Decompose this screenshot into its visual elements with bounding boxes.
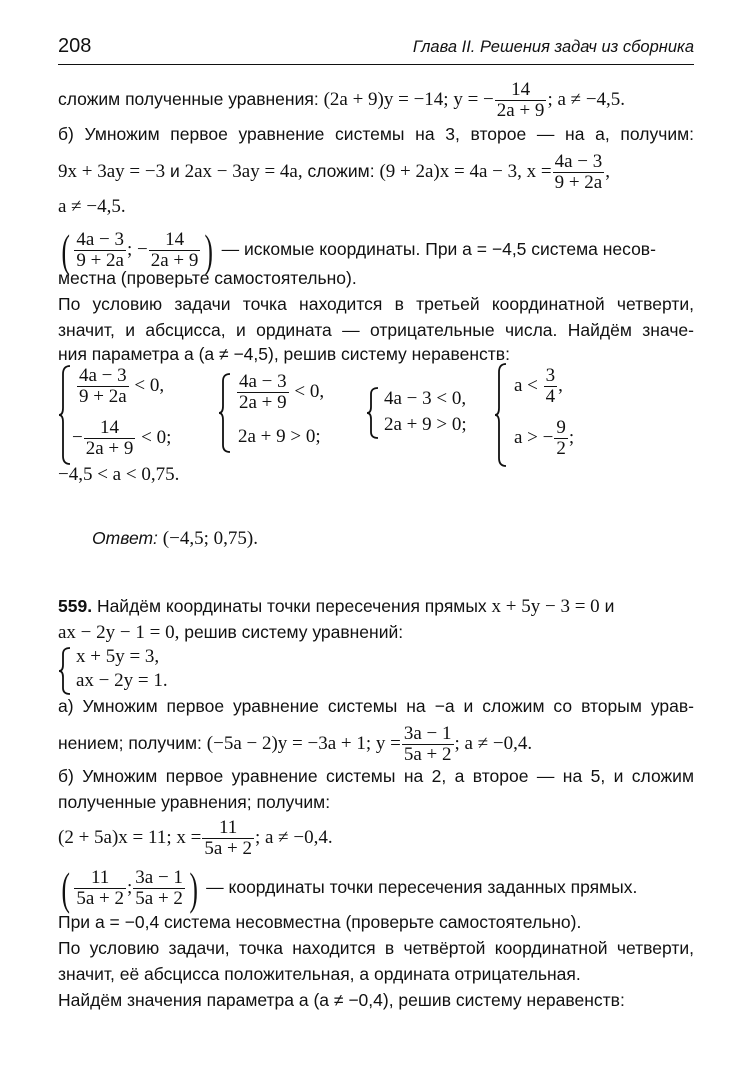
brace-icon — [58, 364, 72, 466]
brace-icon — [494, 362, 508, 468]
fraction: $\frac{3a - 1}{5a + 2}$ — [135, 867, 183, 909]
brace-icon — [218, 372, 232, 454]
text-line: полученные уравнения; получим: — [58, 792, 331, 812]
text-line: ( $\frac{11}{5a + 2}$ ; $\frac{3a - 1}{5a + 2}$ ) — координаты точки пересечения заданных прямых. — [61, 863, 638, 914]
answer-label: Ответ: — [92, 528, 158, 548]
text-line: а) Умножим первое уравнение системы на −a и сложим со вторым урав- — [58, 696, 694, 716]
fraction: $\frac{14}{2a + 9}$ — [496, 79, 545, 121]
page-number: 208 — [58, 35, 92, 57]
text-line: По условию задачи, точка находится в четвёртой координатной четверти, — [58, 938, 694, 958]
inequality-system: $\frac{4a - 3}{2a + 9}$ < 0, 2a + 9 > 0; — [218, 372, 363, 454]
fraction: $\frac{4a - 3}{9 + 2a}$ — [554, 151, 603, 193]
running-title: Глава II. Решения задач из сборника — [412, 38, 694, 56]
text-line: ( $\frac{4a - 3}{9 + 2a}$ ; − $\frac{14}{2a + 9}$ ) — искомые координаты. При a = −4,5 система несов- — [61, 225, 656, 276]
fraction: $\frac{11}{5a + 2}$ — [76, 867, 124, 909]
text-line: При a = −0,4 система несовместна (проверьте самостоятельно). — [58, 912, 582, 932]
text-line: сложим полученные уравнения: (2a + 9)y = −14; y = − $\frac{14}{2a + 9}$ ; a ≠ −4,5. — [58, 79, 626, 121]
text-line: значит, её абсцисса положительная, а ордината отрицательная. — [58, 964, 581, 984]
fraction: $\frac{11}{5a + 2}$ — [204, 817, 252, 859]
text-line: ax − 2y − 1 = 0, решив систему уравнений: — [58, 622, 404, 643]
inequality-system: a < $\frac{3}{4}$ , a > − $\frac{9}{2}$ ; — [494, 362, 604, 468]
brace-icon — [58, 646, 72, 696]
text-line: −4,5 < a < 0,75. — [58, 464, 180, 485]
fraction: $\frac{4a - 3}{2a + 9}$ — [239, 371, 287, 413]
text-line: 559. Найдём координаты точки пересечения прямых x + 5y − 3 = 0 и — [58, 596, 615, 617]
page-header — [58, 28, 694, 65]
inequality-system: 4a − 3 < 0, 2a + 9 > 0; — [366, 386, 486, 440]
fraction: $\frac{14}{2a + 9}$ — [85, 417, 134, 459]
answer-value: (−4,5; 0,75). — [162, 528, 258, 549]
text-line: По условию задачи точка находится в третьей координатной четверти, — [58, 294, 694, 314]
text-line: нением; получим: (−5a − 2)y = −3a + 1; y = $\frac{3a - 1}{5a + 2}$ ; a ≠ −0,4. — [58, 723, 533, 765]
fraction: $\frac{4a - 3}{9 + 2a}$ — [79, 365, 127, 407]
text-line: a ≠ −4,5. — [58, 196, 126, 217]
fraction: $\frac{3a - 1}{5a + 2}$ — [403, 723, 452, 765]
text-line: значит, и абсцисса, и ордината — отрицательные числа. Найдём значе- — [58, 320, 694, 340]
brace-icon — [366, 386, 380, 440]
text-line: Найдём значения параметра a (a ≠ −0,4), решив систему неравенств: — [58, 990, 625, 1010]
text-line: ния параметра a (a ≠ −4,5), решив систему неравенств: — [58, 344, 510, 364]
problem-number: 559. — [58, 596, 93, 616]
fraction: $\frac{3}{4}$ — [545, 365, 556, 407]
text-line: б) Умножим первое уравнение системы на 3, второе — на a, получим: — [58, 124, 694, 144]
inequality-system: $\frac{4a - 3}{9 + 2a}$ < 0, − $\frac{14}{2a + 9}$ < 0; — [58, 364, 218, 466]
equation-system: x + 5y = 3, ax − 2y = 1. — [58, 646, 258, 696]
fraction: $\frac{14}{2a + 9}$ — [150, 229, 199, 271]
text-line: б) Умножим первое уравнение системы на 2, а второе — на 5, и сложим — [58, 766, 694, 786]
fraction: $\frac{9}{2}$ — [556, 417, 566, 459]
text-line: (2 + 5a)x = 11; x = $\frac{11}{5a + 2}$ ; a ≠ −0,4. — [58, 817, 333, 859]
answer — [92, 528, 258, 550]
text-line: 9x + 3ay = −3 и 2ax − 3ay = 4a, сложим: (9 + 2a)x = 4a − 3, x = $\frac{4a - 3}{9 + 2a}$ , — [58, 151, 610, 193]
text-line: местна (проверьте самостоятельно). — [58, 268, 357, 288]
fraction: $\frac{4a - 3}{9 + 2a}$ — [76, 229, 124, 271]
